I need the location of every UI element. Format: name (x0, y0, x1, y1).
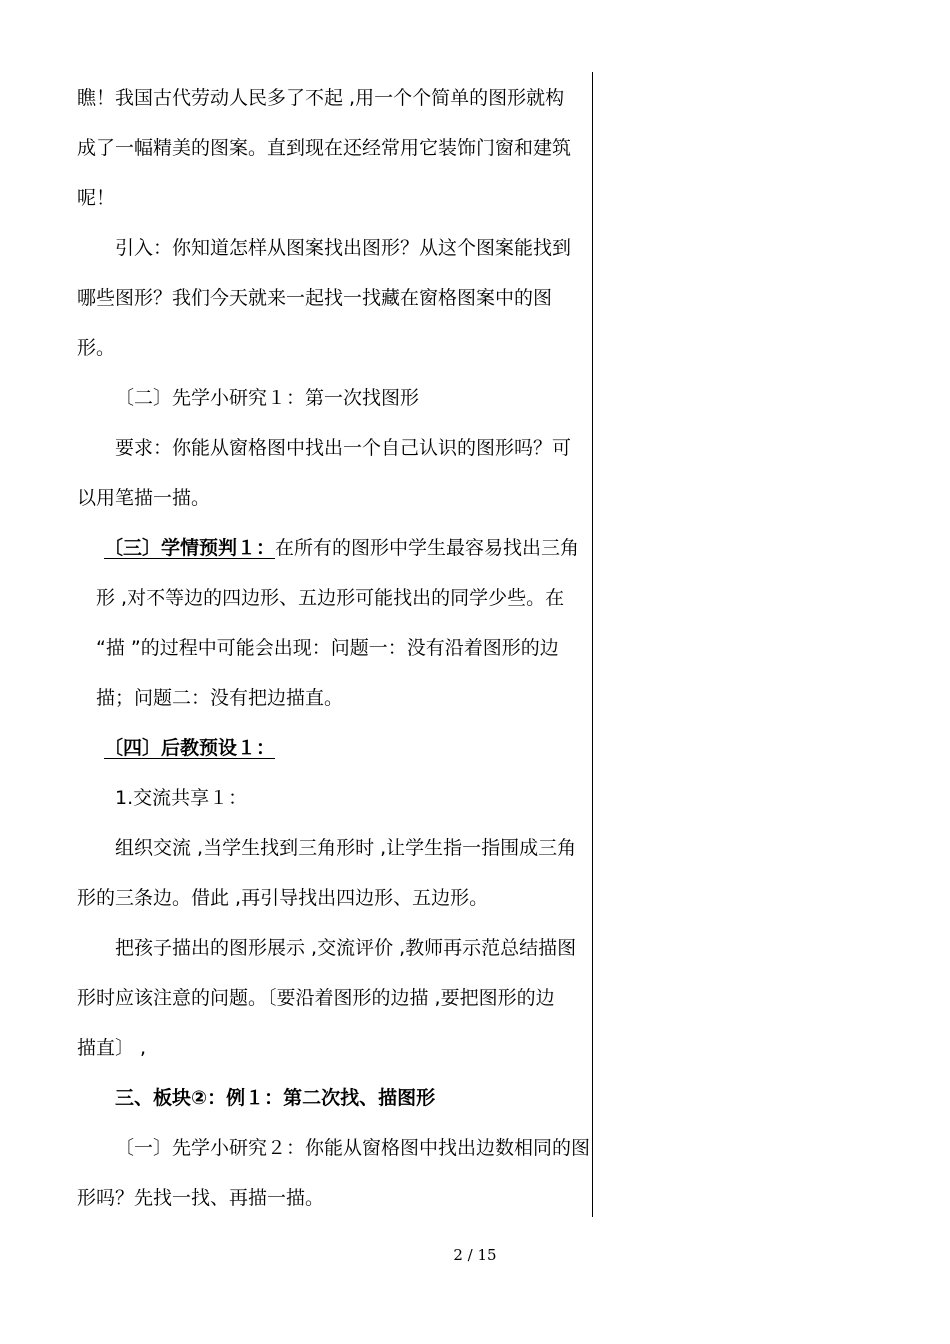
text-line: 形时应该注意的问题。〔要沿着图形的边描 ,要把图形的边 (77, 987, 555, 1009)
section-heading: 〔二〕先学小研究１：第一次找图形 (115, 387, 420, 409)
text-line: 〔一〕先学小研究２：你能从窗格图中找出边数相同的图 (115, 1137, 591, 1159)
text-line: 1.交流共享１： (115, 787, 248, 809)
text-line: 形 ,对不等边的四边形、五边形可能找出的同学少些。在 (96, 587, 565, 609)
section-heading-text: 在所有的图形中学生最容易找出三角 (275, 537, 580, 559)
text-line: 成了一幅精美的图案。直到现在还经常用它装饰门窗和建筑 (77, 137, 572, 159)
text-line: 以用笔描一描。 (77, 487, 211, 509)
section-heading: 三、板块②：例１：第二次找、描图形 (115, 1087, 436, 1109)
text-line (104, 536, 579, 560)
section-heading-label: 〔三〕学情预判１： (104, 537, 276, 559)
text-line: 引入：你知道怎样从图案找出图形？从这个图案能找到 (115, 237, 572, 259)
column-rule (592, 72, 593, 1217)
text-line: 描直〕 , (77, 1037, 147, 1059)
page-number: 2 / 15 (453, 1246, 497, 1264)
text-line: 形吗？先找一找、再描一描。 (77, 1187, 325, 1209)
text-line: 要求：你能从窗格图中找出一个自己认识的图形吗？可 (115, 437, 572, 459)
text-line: 形。 (77, 337, 116, 359)
section-heading: 〔四〕后教预设１： (104, 737, 276, 759)
text-line: 描；问题二：没有把边描直。 (96, 687, 344, 709)
text-line: 把孩子描出的图形展示 ,交流评价 ,教师再示范总结描图 (115, 937, 577, 959)
text-line: “描 ”的过程中可能会出现：问题一：没有沿着图形的边 (96, 637, 559, 659)
text-line: 组织交流 ,当学生找到三角形时 ,让学生指一指围成三角 (115, 837, 577, 859)
text-line: 哪些图形？我们今天就来一起找一找藏在窗格图案中的图 (77, 287, 553, 309)
text-line: 形的三条边。借此 ,再引导找出四边形、五边形。 (77, 887, 489, 909)
text-line: 呢！ (77, 187, 116, 209)
text-line: 瞧！我国古代劳动人民多了不起 ,用一个个简单的图形就构 (77, 87, 565, 109)
